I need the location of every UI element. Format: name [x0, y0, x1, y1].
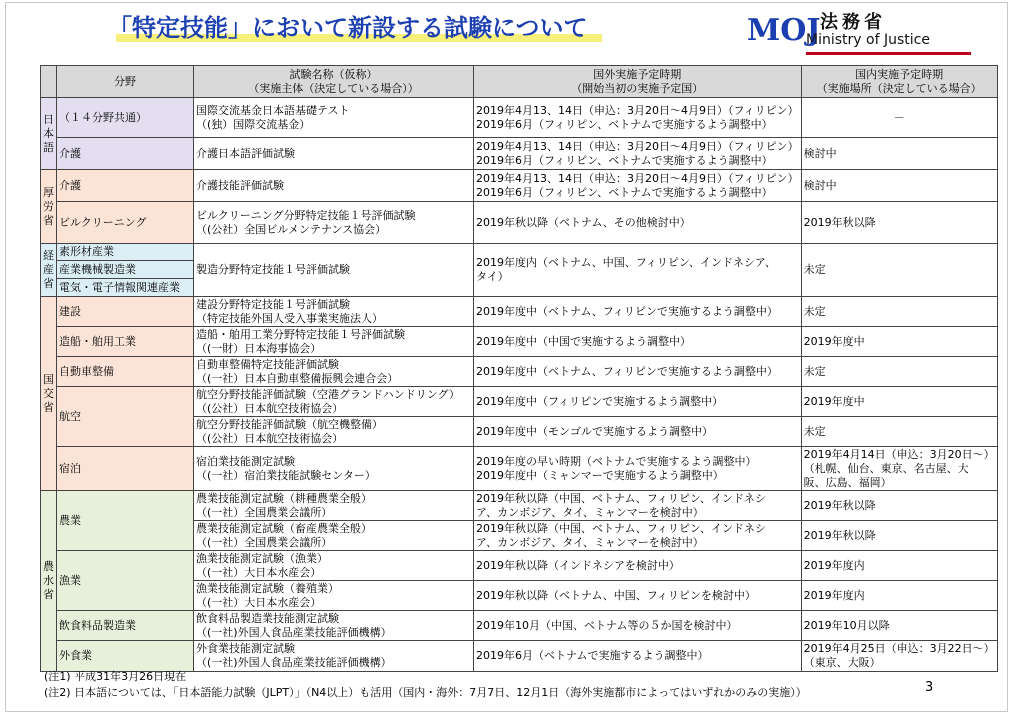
table-row — [41, 611, 998, 641]
field-cell: 漁業 — [57, 551, 194, 611]
svg-text:MOJ: MOJ — [747, 13, 821, 48]
footnote-1: (注1) 平成31年3月26日現在 — [44, 670, 187, 683]
exam-cell: 介護技能評価試験 — [194, 170, 474, 202]
exam-cell: 航空分野技能評価試験（空港グランドハンドリング） （(公社）日本航空技術協会） — [194, 387, 474, 417]
overseas-cell: 2019年度中（モンゴルで実施するよう調整中） — [474, 417, 802, 447]
exam-cell: 航空分野技能評価試験（航空機整備） （(公社）日本航空技術協会） — [194, 417, 474, 447]
page-title: 「特定技能」において新設する試験について — [108, 14, 588, 42]
header-red-rule — [806, 52, 971, 55]
overseas-cell: 2019年度中（ベトナム、フィリピンで実施するよう調整中） — [474, 357, 802, 387]
page-number: 3 — [925, 680, 934, 695]
ministry-label-keisan: 経 産 省 — [41, 244, 57, 297]
table-header-row — [41, 66, 998, 98]
field-cell: 介護 — [57, 170, 194, 202]
exam-cell: 農業技能測定試験（畜産農業全般） （(一社）全国農業会議所） — [194, 521, 474, 551]
field-sokeizai: 素形材産業 — [57, 244, 193, 261]
field-cell: （１４分野共通） — [57, 98, 194, 138]
footnote-2: (注2) 日本語については、「日本語能力試験（JLPT）」（N4以上）も活用（国内・海外：7月7日、12月1日（海外実施都市によってはいずれかのみの実施）） — [44, 686, 807, 699]
header-field: 分野 — [57, 66, 194, 98]
moj-logo — [745, 6, 821, 50]
overseas-cell: 2019年度の早い時期（ベトナムで実施するよう調整中） 2019年度中（ミャンマーで実施するよう調整中） — [474, 447, 802, 491]
table-row — [41, 202, 998, 244]
domestic-cell: 検討中 — [801, 138, 997, 170]
domestic-cell: 未定 — [801, 244, 997, 297]
table-row — [41, 641, 998, 672]
table-row — [41, 98, 998, 138]
exam-schedule-table — [40, 65, 998, 672]
exam-cell: 農業技能測定試験（耕種農業全般） （(一社）全国農業会議所） — [194, 491, 474, 521]
domestic-cell: 未定 — [801, 417, 997, 447]
field-cell: 農業 — [57, 491, 194, 551]
field-cell: 介護 — [57, 138, 194, 170]
domestic-cell: 2019年度中 — [801, 387, 997, 417]
domestic-cell: 検討中 — [801, 170, 997, 202]
table-row — [41, 357, 998, 387]
table-row — [41, 387, 998, 417]
field-cell: 外食業 — [57, 641, 194, 672]
overseas-cell: 2019年度中（フィリピンで実施するよう調整中） — [474, 387, 802, 417]
field-cell: 飲食料品製造業 — [57, 611, 194, 641]
field-cell-group — [57, 244, 194, 297]
header-diagonal-cell — [41, 66, 57, 98]
table-row — [41, 551, 998, 581]
table-row — [41, 447, 998, 491]
domestic-cell: 2019年秋以降 — [801, 491, 997, 521]
overseas-cell: 2019年6月（ベトナムで実施するよう調整中） — [474, 641, 802, 672]
domestic-cell: 未定 — [801, 297, 997, 327]
domestic-cell: 2019年4月14日（申込：3月20日～） （札幌、仙台、東京、名古屋、大 阪、広島、福岡） — [801, 447, 997, 491]
overseas-cell: 2019年4月13、14日（申込：3月20日～4月9日）（フィリピン） 2019年6月（フィリピン、ベトナムで実施するよう調整中） — [474, 170, 802, 202]
header-domestic: 国内実施予定時期 （実施場所（決定している場合） — [801, 66, 997, 98]
domestic-cell: 2019年秋以降 — [801, 202, 997, 244]
overseas-cell: 2019年秋以降（ベトナム、その他検討中） — [474, 202, 802, 244]
overseas-cell: 2019年度中（中国で実施するよう調整中） — [474, 327, 802, 357]
overseas-cell: 2019年度内（ベトナム、中国、フィリピン、インドネシア、 タイ） — [474, 244, 802, 297]
ministry-label-nihongo: 日 本 語 — [41, 98, 57, 170]
overseas-cell: 2019年4月13、14日（申込：3月20日～4月9日）（フィリピン） 2019年6月（フィリピン、ベトナムで実施するよう調整中） — [474, 138, 802, 170]
field-cell: 宿泊 — [57, 447, 194, 491]
domestic-cell: 2019年度内 — [801, 581, 997, 611]
exam-cell: 国際交流基金日本語基礎テスト （(独）国際交流基金） — [194, 98, 474, 138]
field-cell: 造船・舶用工業 — [57, 327, 194, 357]
overseas-cell: 2019年度中（ベトナム、フィリピンで実施するよう調整中） — [474, 297, 802, 327]
header-overseas: 国外実施予定時期 （開始当初の実施予定国） — [474, 66, 802, 98]
ministry-label-kosei: 厚 労 省 — [41, 170, 57, 244]
exam-cell: 漁業技能測定試験（養殖業） （(一社）大日本水産会） — [194, 581, 474, 611]
exam-cell: ビルクリーニング分野特定技能１号評価試験 （(公社）全国ビルメンテナンス協会） — [194, 202, 474, 244]
ministry-label-kokko: 国 交 省 — [41, 297, 57, 491]
table-row — [41, 244, 998, 297]
field-cell: 自動車整備 — [57, 357, 194, 387]
header-exam-name: 試験名称（仮称） （実施主体（決定している場合）） — [194, 66, 474, 98]
field-cell: ビルクリーニング — [57, 202, 194, 244]
field-cell: 航空 — [57, 387, 194, 447]
overseas-cell: 2019年秋以降（中国、ベトナム、フィリピン、インドネシ ア、カンボジア、タイ、ミャンマーを検討中） — [474, 521, 802, 551]
domestic-cell: 2019年10月以降 — [801, 611, 997, 641]
exam-cell: 外食業技能測定試験 （(一社)外国人食品産業技能評価機構） — [194, 641, 474, 672]
exam-cell: 宿泊業技能測定試験 （(一社）宿泊業技能試験センター） — [194, 447, 474, 491]
ministry-name-en: Ministry of Justice — [806, 32, 930, 48]
exam-cell: 造船・舶用工業分野特定技能１号評価試験 （(一財）日本海事協会） — [194, 327, 474, 357]
overseas-cell: 2019年10月（中国、ベトナム等の５か国を検討中） — [474, 611, 802, 641]
exam-cell: 飲食料品製造業技能測定試験 （(一社)外国人食品産業技能評価機構） — [194, 611, 474, 641]
domestic-cell: 2019年秋以降 — [801, 521, 997, 551]
overseas-cell: 2019年秋以降（中国、ベトナム、フィリピン、インドネシ ア、カンボジア、タイ、ミャンマーを検討中） — [474, 491, 802, 521]
exam-cell: 介護日本語評価試験 — [194, 138, 474, 170]
table-row — [41, 297, 998, 327]
footnotes — [44, 669, 807, 701]
table-row — [41, 491, 998, 521]
overseas-cell: 2019年秋以降（インドネシアを検討中） — [474, 551, 802, 581]
table-row — [41, 327, 998, 357]
ministry-label-nosui: 農 水 省 — [41, 491, 57, 672]
domestic-cell: 未定 — [801, 357, 997, 387]
exam-cell: 建設分野特定技能１号評価試験 （特定技能外国人受入事業実施法人） — [194, 297, 474, 327]
ministry-name-jp: 法務省 — [820, 12, 886, 33]
domestic-cell: － — [801, 98, 997, 138]
domestic-cell: 2019年度内 — [801, 551, 997, 581]
table-row — [41, 138, 998, 170]
exam-cell: 自動車整備特定技能評価試験 （(一社）日本自動車整備振興会連合会） — [194, 357, 474, 387]
field-cell: 建設 — [57, 297, 194, 327]
field-sangyo-kikai: 産業機械製造業 — [57, 261, 193, 279]
overseas-cell: 2019年4月13、14日（申込：3月20日～4月9日）（フィリピン） 2019年6月（フィリピン、ベトナムで実施するよう調整中） — [474, 98, 802, 138]
field-denki-denshi: 電気・電子情報関連産業 — [59, 281, 180, 294]
domestic-cell: 2019年度中 — [801, 327, 997, 357]
exam-cell: 漁業技能測定試験（漁業） （(一社）大日本水産会） — [194, 551, 474, 581]
table-row — [41, 170, 998, 202]
overseas-cell: 2019年秋以降（ベトナム、中国、フィリピンを検討中） — [474, 581, 802, 611]
exam-cell: 製造分野特定技能１号評価試験 — [194, 244, 474, 297]
domestic-cell: 2019年4月25日（申込：3月22日～） （東京、大阪） — [801, 641, 997, 672]
